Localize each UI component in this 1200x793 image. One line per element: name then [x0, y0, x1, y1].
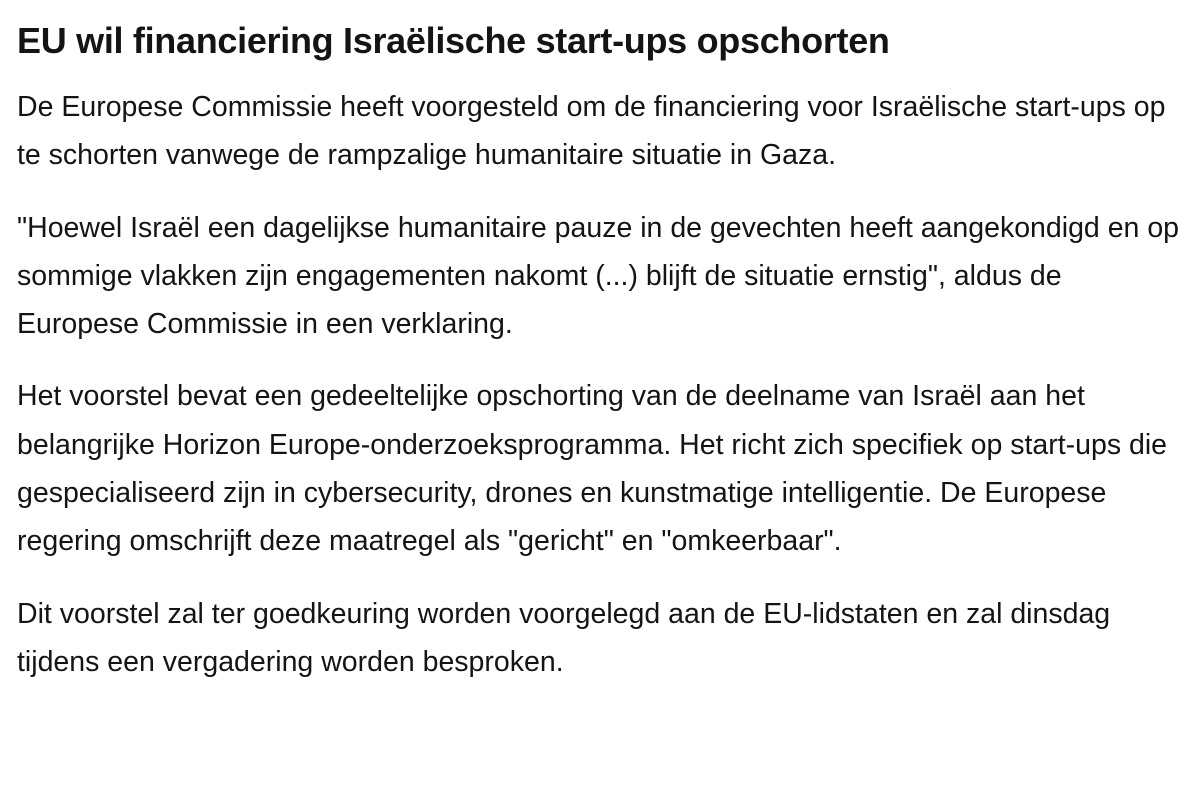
article-paragraph-next-steps: Dit voorstel zal ter goedkeuring worden voorgelegd aan de EU-lidstaten en zal dinsdag tijdens een vergadering worden besproken.	[17, 597, 1111, 678]
article-paragraph-intro: De Europese Commissie heeft voorgesteld om de financiering voor Israëlische start-ups op te schorten vanwege de rampzalige humanitaire situatie in Gaza.	[17, 91, 1166, 172]
article-headline: EU wil financiering Israëlische start-ups opschorten	[17, 20, 890, 61]
article-paragraph-proposal: Het voorstel bevat een gedeeltelijke opschorting van de deelname van Israël aan het belangrijke Horizon Europe-onderzoeksprogramma. Het richt zich specifiek op start-ups die gespecialiseerd zijn in cybersecurity, drones en kunstmatige intelligentie. De Europese regering omschrijft deze maatregel als "gericht" en "omkeerbaar".	[17, 380, 1168, 558]
article-paragraph-quote: "Hoewel Israël een dagelijkse humanitaire pauze in de gevechten heeft aangekondigd en op sommige vlakken zijn engagementen nakomt (...) blijft de situatie ernstig", aldus de Europese Commissie in een verklaring.	[17, 211, 1180, 341]
article-body	[17, 83, 1187, 686]
news-article	[17, 18, 1187, 686]
